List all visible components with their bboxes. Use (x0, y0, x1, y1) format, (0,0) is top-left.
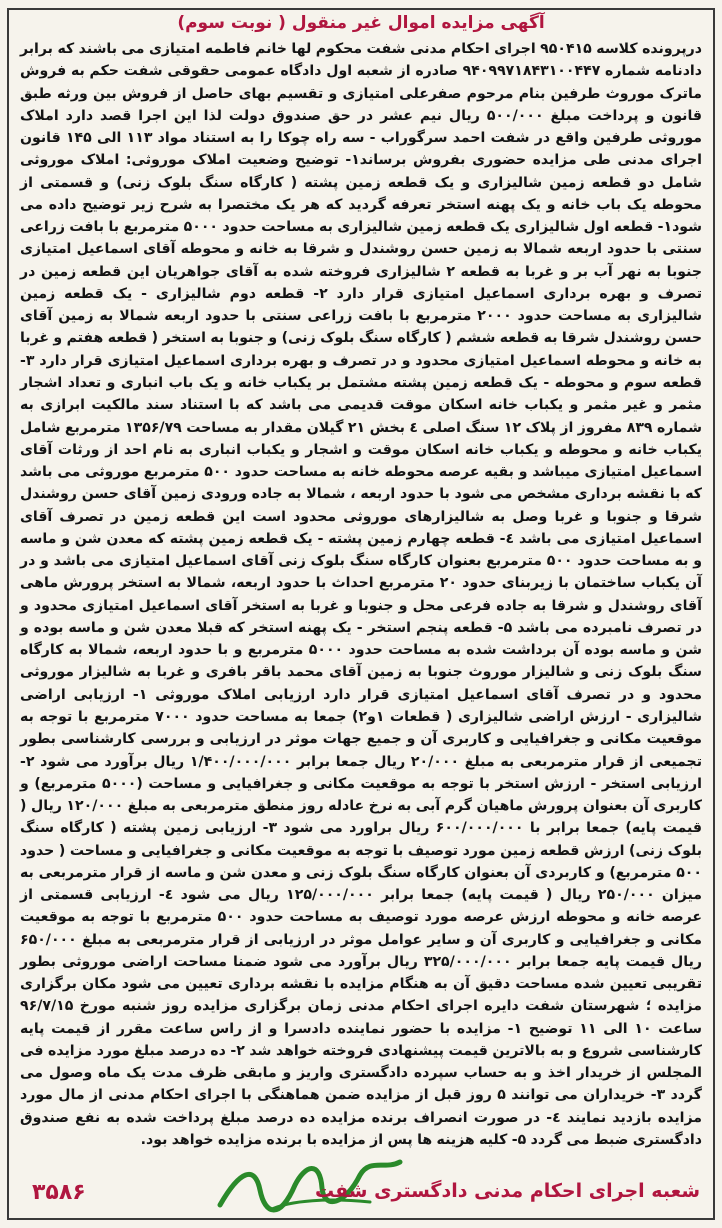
notice-code: ۳۵۸۶ (32, 1180, 86, 1205)
notice-title: آگهی مزایده اموال غیر منقول ( نوبت سوم) (177, 13, 545, 33)
notice-body: درپرونده کلاسه ۹۵۰۴۱۵ اجرای احکام مدنی شفت محکوم لها خانم فاطمه امتیازی می باشند که برابر دادنامه شماره ۹۴۰۹۹۷۱۸۴۳۱۰۰۴۴۷ صادره از شعبه اول دادگاه عمومی حقوقی شفت حکم به فروش ماترک موروث طرفین بنام مرحوم صفرعلی امتیازی و تقسیم بهای حاصل از فروش بین ورثه طبق قانون و پرداخت مبلغ ۵۰۰/۰۰۰ ریال نیم عشر در حق صندوق دولت لذا این اجرا قصد دارد املاک موروثی طرفین واقع در شفت احمد سرگوراب - سه راه چوکا را به استناد مواد ۱۱۳ الی ۱۴۵ قانون اجرای مدنی طی مزایده حضوری بفروش برساند۱- توضیح وضعیت املاک موروثی: املاک موروثی شامل دو قطعه زمین شالیزاری و یک قطعه زمین پشته ( کارگاه سنگ بلوک زنی) و قسمتی از محوطه یک باب خانه و یک پهنه استخر تعرفه گردید که هر یک مختصرا به شرح زیر توضیح داده می شود۱- قطعه اول شالیزاری یک قطعه زمین شالیزاری به مساحت حدود ۵۰۰۰ مترمربع با بافت زراعی سنتی با حدود اربعه شمالا به زمین حسن روشندل و شرقا به خانه و محوطه آقای اسماعیل امتیازی جنوبا به نهر آب بر و غربا به قطعه ۲ شالیزاری فروخته شده به آقای جواهریان این قطعه زمین در تصرف و بهره برداری اسماعیل امتیازی قرار دارد ۲- قطعه دوم شالیزاری - یک قطعه زمین شالیزاری به مساحت حدود ۲۰۰۰ مترمربع با بافت زراعی سنتی با حدود اربعه شمالا به زمین آقای حسن روشندل شرقا به قطعه ششم ( کارگاه سنگ بلوک زنی) و جنوبا به استخر ( قطعه هفتم و غربا به خانه و محوطه اسماعیل امتیازی محدود و در تصرف و بهره برداری اسماعیل امتیازی قرار دارد ۳- قطعه سوم و محوطه - یک قطعه زمین پشته مشتمل بر یکباب خانه و یک باب انباری و تعداد اشجار مثمر و غیر مثمر و یکباب خانه اسکان موقت قدیمی می باشد که با استناد سند مالکیت ابرازی به شماره ۸۳۹ مفروز از پلاک ۱۲ سنگ اصلی ٤ بخش ۲۱ گیلان مقدار به مساحت ۱۳۵۶/۷۹ مترمربع شامل یکباب خانه و محوطه و یکباب خانه اسکان موقت و اشجار و یکباب انباری به نام احد از ورثات آقای اسماعیل امتیازی میباشد و بقیه عرصه محوطه خانه به مساحت حدود ۵۰۰ مترمربع موروثی می باشد که با نقشه برداری مشخص می شود با حدود اربعه ، شمالا به جاده ورودی زمین آقای حسن روشندل شرقا و جنوبا و غربا وصل به شالیزارهای موروثی محدود است این قطعه زمین در تصرف آقای اسماعیل امتیازی می باشد ٤- قطعه چهارم زمین پشته - یک قطعه زمین پشته که معدن شن و ماسه و به مساحت حدود ۵۰۰ مترمربع بعنوان کارگاه سنگ بلوک زنی آقای اسماعیل امتیازی می باشد و در آن یکباب ساختمان با زیربنای حدود ۲۰ مترمربع احداث با حدود اربعه، شمالا به استخر پرورش ماهی آقای روشندل و شرقا به جاده فرعی محل و جنوبا و غربا به استخر آقای اسماعیل امتیازی محدود و در تصرف نامبرده می باشد ۵- قطعه پنجم استخر - یک پهنه استخر که قبلا معدن شن و ماسه بوده و شن و ماسه بوده آن برداشت شده به مساحت حدود ۵۰۰۰ مترمربع و با حدود اربعه، شمالا به کارگاه سنگ بلوک زنی و شالیزار موروث جنوبا به زمین آقای محمد باقر بافری و غربا به شالیزار موروثی محدود و در تصرف آقای اسماعیل امتیازی قرار دارد ارزیابی املاک موروثی ۱- ارزیابی اراضی شالیزاری - ارزش اراضی شالیزاری ( قطعات ۱و۲) جمعا به مساحت حدود ۷۰۰۰ مترمربع با توجه به موقعیت مکانی و جغرافیایی و کاربری آن و جمیع جهات موثر در ارزیابی و بررسی کارشناسی بطور تجمیعی از قرار مترمربعی به مبلغ ۲۰/۰۰۰ ریال جمعا برابر ۱/۴۰۰/۰۰۰/۰۰۰ ریال برآورد می شود ۲- ارزیابی استخر - ارزش استخر با توجه به موقعیت مکانی و جغرافیایی و مساحت (۵۰۰۰ مترمربع) و کاربری آن بعنوان پرورش ماهیان گرم آبی به نرخ عادله روز منطق مترمربعی به مبلغ ۱۲۰/۰۰۰ ریال ( قیمت پایه) جمعا برابر با ۶۰۰/۰۰۰/۰۰۰ ریال براورد می شود ۳- ارزیابی زمین پشته ( کارگاه سنگ بلوک زنی) ارزش قطعه زمین مورد توصیف با توجه به موقعیت مکانی و جغرافیایی و مساحت ( حدود ۵۰۰ مترمربع) و کاربردی آن بعنوان کارگاه سنگ بلوک زنی و معدن شن و ماسه از قرار مترمربعی به میزان ۲۵۰/۰۰۰ ریال ( قیمت پایه) جمعا برابر ۱۲۵/۰۰۰/۰۰۰ ریال می شود ٤- ارزیابی قسمتی از عرصه خانه و محوطه ارزش عرصه مورد توصیف به مساحت حدود ۵۰۰ مترمربع با توجه به موقعیت مکانی و جغرافیایی و کاربری آن و سایر عوامل موثر در ارزیابی از قرار مترمربعی به مبلغ ۶۵۰/۰۰۰ ریال قیمت پایه جمعا برابر ۳۲۵/۰۰۰/۰۰۰ ریال برآورد می شود ضمنا مساحت اراضی موروثی بطور تقریبی تعیین شده مساحت دقیق آن به هنگام مزایده با نقشه برداری تعیین می شود مکان برگزاری مزایده ؛ شهرستان شفت دایره اجرای احکام مدنی زمان برگزاری مزایده روز شنبه مورخ ۹۶/۷/۱۵ ساعت ۱۰ الی ۱۱ توضیح ۱- مزایده با حضور نماینده دادسرا و از راس ساعت مقرر از قیمت پایه کارشناسی شروع و به بالاترین قیمت پیشنهادی فروخته خواهد شد ۲- ده درصد مبلغ مورد مزایده فی المجلس از خریدار اخذ و به حساب سپرده دادگستری واریز و مابقی ظرف مدت یک ماه وصول می گردد ۳- خریداران می توانند ۵ روز قبل از مزایده ضمن هماهنگی با اجرای احکام مدنی از مال مورد مزایده بازدید نمایند ٤- در صورت انصراف برنده مزایده ده درصد مبلغ پرداخت شده به نفع صندوق دادگستری ضبط می گردد ۵- کلیه هزینه ها پس از مزایده با برنده مزایده خواهد بود. (20, 41, 703, 1149)
notice-footer (12, 1178, 710, 1214)
issuer-name: شعبه اجرای احکام مدنی دادگستری شفت (315, 1180, 700, 1202)
